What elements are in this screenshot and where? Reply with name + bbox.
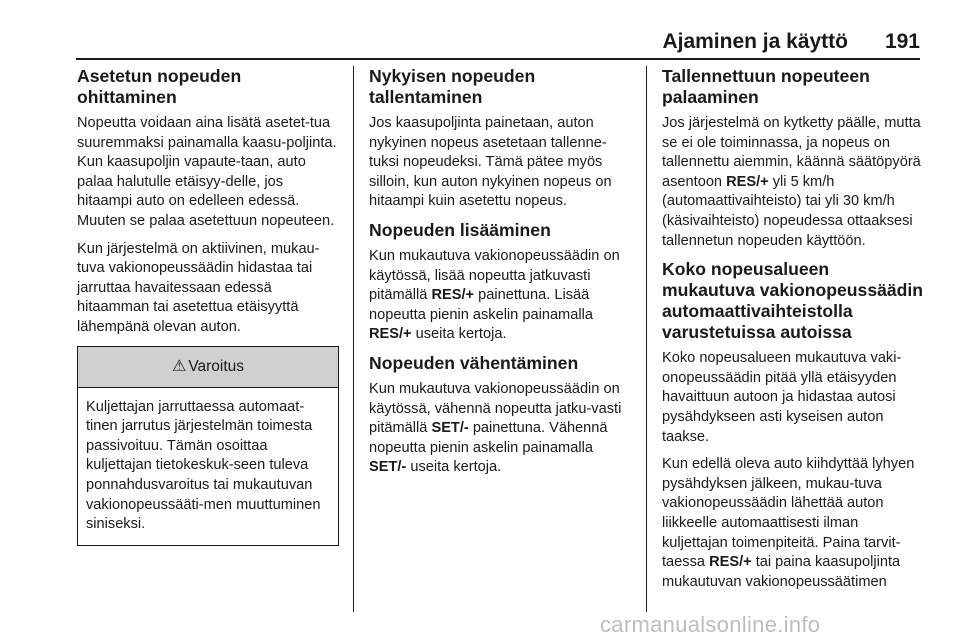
page-header	[76, 30, 920, 60]
column-divider	[646, 66, 647, 612]
heading-store-speed: Nykyisen nopeuden tallentaminen	[369, 66, 536, 107]
paragraph: Kun mukautuva vakionopeussäädin on käytössä, lisää nopeutta jatkuvasti pitämällä RES/+ painettuna. Lisää nopeutta pienin askelin painamalla RES/+ useita kertoja.	[369, 247, 620, 343]
heading-increase-speed: Nopeuden lisääminen	[369, 219, 551, 240]
column-middle	[369, 66, 633, 486]
paragraph: Kun edellä oleva auto kiihdyttää lyhyen pysähdyksen jälkeen, mukau-tuva vakionopeussäädin lähettää auton liikkeelle automaattisesti ilman kuljettajan toimenpiteitä. Paina tarvit-taessa RES/+ tai paina kaasupoljinta mukautuvan vakionopeussäätimen	[662, 456, 915, 590]
warning-header	[78, 347, 338, 388]
warning-title: Varoitus	[188, 357, 245, 375]
page-number: 191	[884, 30, 920, 53]
column-left	[77, 66, 339, 546]
column-right	[662, 66, 926, 600]
paragraph: Jos järjestelmä on kytketty päälle, mutta se ei ole toiminnassa, ja nopeus on tallennettu aiemmin, käännä säätöpyörä asentoon RES/+ yli 5 km/h (automaattivaihteisto) tai yli 30 km/h (käsivaihteisto) nopeudessa ottaaksesi tallennetun nopeuden käyttöön.	[662, 115, 921, 249]
section-title: Ajaminen ja käyttö	[662, 30, 848, 53]
paragraph: Kun järjestelmä on aktiivinen, mukau-tuva vakionopeussäädin hidastaa tai jarruttaa havaitessaan edessä hitaamman tai asetettua etäisyyttä lähempänä olevan auton.	[77, 240, 320, 335]
warning-text: Kuljettajan jarruttaessa automaat-tinen jarrutus järjestelmän toimesta passivoituu. Tämän osoittaa kuljettajan tietokeskuk-seen tuleva ponnahdusvaroitus tai mukautuvan vakionopeussääti-men muuttuminen siniseksi.	[86, 398, 321, 533]
heading-full-range-acc: Koko nopeusalueen mukautuva vakionopeussäädin automaattivaihteistolla varustetuissa autoissa	[662, 259, 924, 343]
warning-icon: ⚠	[171, 357, 187, 375]
heading-decrease-speed: Nopeuden vähentäminen	[369, 352, 579, 373]
paragraph: Kun mukautuva vakionopeussäädin on käytössä, vähennä nopeutta jatku-vasti pitämällä SET/- painettuna. Vähennä nopeutta pienin askelin painamalla SET/- useita kertoja.	[369, 380, 622, 476]
heading-resume-speed: Tallennettuun nopeuteen palaaminen	[662, 66, 870, 107]
column-divider	[353, 66, 354, 612]
heading-override-speed: Asetetun nopeuden ohittaminen	[77, 66, 242, 107]
warning-box	[77, 346, 339, 546]
paragraph: Nopeutta voidaan aina lisätä asetet-tua suuremmaksi painamalla kaasu-poljinta. Kun kaasupoljin vapaute-taan, auto palaa halutulle etäisyy-delle, jos hitaampi auto on edelleen edessä. Muuten se palaa asetettuun nopeuteen.	[77, 115, 337, 229]
paragraph: Koko nopeusalueen mukautuva vaki-onopeussäädin pitää yllä etäisyyden havaittuun autoon ja hidastaa autosi pysähdykseen asti kyseisen auton taakse.	[662, 350, 902, 445]
watermark: carmanualsonline.info	[600, 612, 821, 637]
paragraph: Jos kaasupoljinta painetaan, auton nykyinen nopeus asetetaan tallenne-tuksi nopeudeksi. Tämä pätee myös silloin, kun auton nykyinen nopeus on hitaampi kuin asetettu nopeus.	[369, 115, 612, 210]
